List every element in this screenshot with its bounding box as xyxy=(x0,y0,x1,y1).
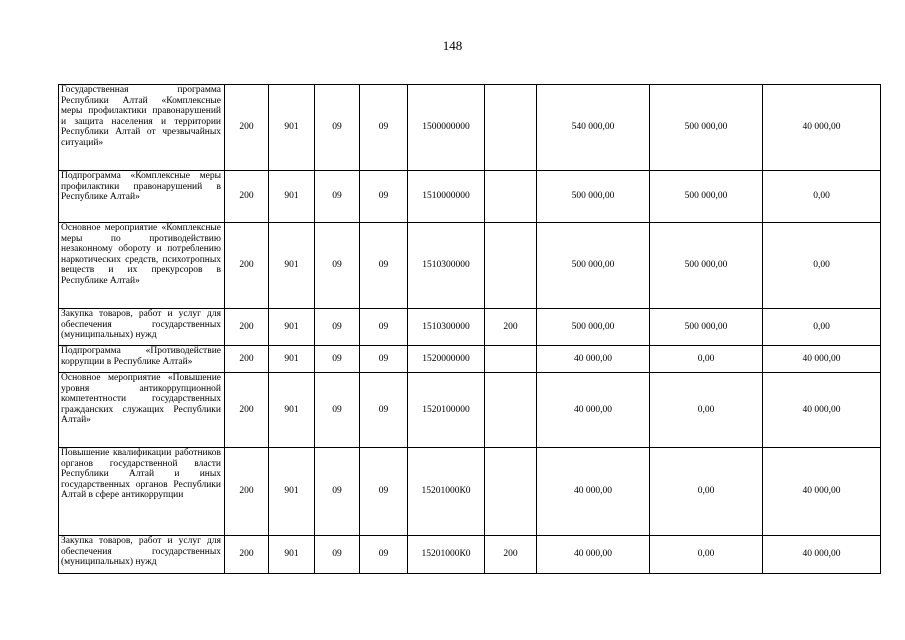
cell-sum-3: 40 000,00 xyxy=(763,85,881,171)
table-row xyxy=(59,373,881,448)
cell-pr: 09 xyxy=(360,448,408,536)
cell-pr: 09 xyxy=(360,309,408,346)
cell-vr xyxy=(485,373,537,448)
cell-grbs: 901 xyxy=(269,223,315,309)
cell-sum-3: 0,00 xyxy=(763,171,881,223)
cell-csr: 1510300000 xyxy=(408,309,485,346)
cell-pr: 09 xyxy=(360,536,408,574)
cell-rz: 09 xyxy=(315,448,360,536)
cell-sum-2: 500 000,00 xyxy=(650,223,763,309)
row-name: Подпрограмма «Комплексные меры профилактики правонарушений в Республике Алтай» xyxy=(59,171,225,223)
cell-ved: 200 xyxy=(225,223,269,309)
cell-sum-1: 500 000,00 xyxy=(537,309,650,346)
row-name: Закупка товаров, работ и услуг для обеспечения государственных (муниципальных) нужд xyxy=(59,536,225,574)
cell-sum-3: 0,00 xyxy=(763,223,881,309)
cell-pr: 09 xyxy=(360,373,408,448)
cell-csr: 1520000000 xyxy=(408,346,485,373)
cell-sum-1: 40 000,00 xyxy=(537,536,650,574)
cell-sum-1: 500 000,00 xyxy=(537,223,650,309)
cell-grbs: 901 xyxy=(269,448,315,536)
cell-sum-2: 0,00 xyxy=(650,346,763,373)
budget-table xyxy=(58,84,881,574)
table-row xyxy=(59,536,881,574)
cell-ved: 200 xyxy=(225,448,269,536)
cell-grbs: 901 xyxy=(269,346,315,373)
row-name: Основное мероприятие «Повышение уровня антикоррупционной компетентности государственных гражданских служащих Республики Алтай» xyxy=(59,373,225,448)
table-row xyxy=(59,171,881,223)
cell-ved: 200 xyxy=(225,536,269,574)
row-name: Закупка товаров, работ и услуг для обеспечения государственных (муниципальных) нужд xyxy=(59,309,225,346)
cell-grbs: 901 xyxy=(269,309,315,346)
cell-grbs: 901 xyxy=(269,373,315,448)
cell-pr: 09 xyxy=(360,85,408,171)
cell-rz: 09 xyxy=(315,373,360,448)
cell-csr: 1520100000 xyxy=(408,373,485,448)
cell-grbs: 901 xyxy=(269,171,315,223)
cell-csr: 1510000000 xyxy=(408,171,485,223)
cell-sum-1: 540 000,00 xyxy=(537,85,650,171)
row-name: Подпрограмма «Противодействие коррупции в Республике Алтай» xyxy=(59,346,225,373)
cell-rz: 09 xyxy=(315,346,360,373)
cell-rz: 09 xyxy=(315,171,360,223)
cell-vr xyxy=(485,346,537,373)
cell-vr xyxy=(485,171,537,223)
cell-sum-3: 40 000,00 xyxy=(763,448,881,536)
cell-sum-2: 500 000,00 xyxy=(650,309,763,346)
table-row xyxy=(59,85,881,171)
cell-sum-3: 40 000,00 xyxy=(763,346,881,373)
cell-csr: 1500000000 xyxy=(408,85,485,171)
cell-sum-1: 500 000,00 xyxy=(537,171,650,223)
cell-ved: 200 xyxy=(225,85,269,171)
cell-sum-3: 40 000,00 xyxy=(763,536,881,574)
cell-sum-2: 0,00 xyxy=(650,373,763,448)
cell-csr: 15201000К0 xyxy=(408,536,485,574)
row-name: Повышение квалификации работников органов государственной власти Республики Алтай и иных государственных органов Республики Алтай в сфере антикоррупции xyxy=(59,448,225,536)
cell-rz: 09 xyxy=(315,223,360,309)
cell-sum-3: 40 000,00 xyxy=(763,373,881,448)
table-row xyxy=(59,223,881,309)
cell-ved: 200 xyxy=(225,309,269,346)
cell-sum-1: 40 000,00 xyxy=(537,448,650,536)
cell-grbs: 901 xyxy=(269,536,315,574)
cell-sum-2: 500 000,00 xyxy=(650,85,763,171)
cell-ved: 200 xyxy=(225,373,269,448)
cell-sum-1: 40 000,00 xyxy=(537,346,650,373)
cell-csr: 15201000К0 xyxy=(408,448,485,536)
cell-sum-3: 0,00 xyxy=(763,309,881,346)
cell-sum-2: 500 000,00 xyxy=(650,171,763,223)
row-name: Государственная программа Республики Алтай «Комплексные меры профилактики правонарушений и защита населения и территории Республики Алтай от чрезвычайных ситуаций» xyxy=(59,85,225,171)
cell-grbs: 901 xyxy=(269,85,315,171)
table-row xyxy=(59,346,881,373)
table-row xyxy=(59,309,881,346)
page-number: 148 xyxy=(442,38,463,53)
cell-rz: 09 xyxy=(315,536,360,574)
cell-vr xyxy=(485,85,537,171)
cell-vr xyxy=(485,223,537,309)
cell-vr: 200 xyxy=(485,309,537,346)
cell-pr: 09 xyxy=(360,171,408,223)
cell-csr: 1510300000 xyxy=(408,223,485,309)
cell-sum-2: 0,00 xyxy=(650,536,763,574)
cell-vr: 200 xyxy=(485,536,537,574)
cell-pr: 09 xyxy=(360,223,408,309)
cell-rz: 09 xyxy=(315,309,360,346)
cell-rz: 09 xyxy=(315,85,360,171)
table-body xyxy=(59,85,881,574)
cell-vr xyxy=(485,448,537,536)
table-row xyxy=(59,448,881,536)
cell-ved: 200 xyxy=(225,171,269,223)
cell-ved: 200 xyxy=(225,346,269,373)
cell-sum-2: 0,00 xyxy=(650,448,763,536)
cell-sum-1: 40 000,00 xyxy=(537,373,650,448)
row-name: Основное мероприятие «Комплексные меры по противодействию незаконному обороту и потреблению наркотических средств, психотропных веществ и их прекурсоров в Республике Алтай» xyxy=(59,223,225,309)
cell-pr: 09 xyxy=(360,346,408,373)
